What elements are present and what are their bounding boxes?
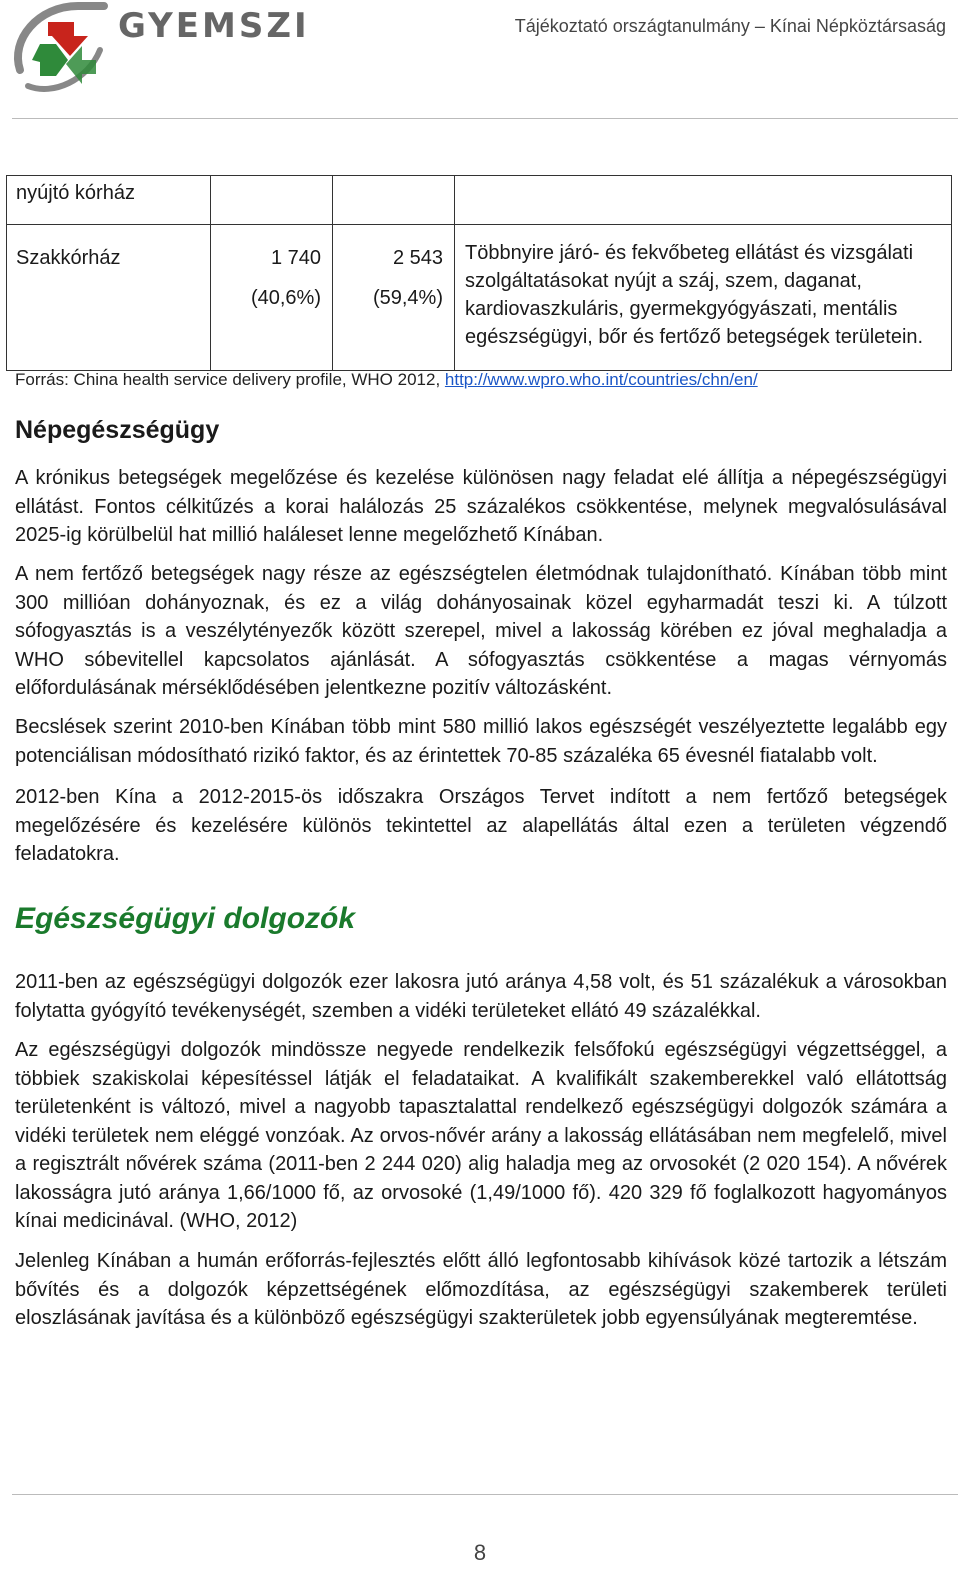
value-percent: (40,6%) bbox=[250, 287, 321, 309]
hospital-table bbox=[6, 175, 952, 371]
document-title: Tájékoztató országtanulmány – Kínai Népköztársaság bbox=[514, 16, 946, 36]
page-number: 8 bbox=[473, 1540, 487, 1565]
table-row bbox=[7, 176, 952, 225]
table-cell-name: Szakkórház bbox=[7, 225, 211, 371]
gyemszi-logo bbox=[8, 0, 308, 96]
value-percent: (59,4%) bbox=[372, 287, 443, 309]
source-text: Forrás: China health service delivery profile, WHO 2012, bbox=[15, 370, 445, 389]
paragraph: Jelenleg Kínában a humán erőforrás-fejlesztés előtt álló legfontosabb kihívások közé tartozik a létszám bővítés és a dolgozók képzettségének előmozdítása, az egészségügyi szakemberek területi eloszlásának javítása és a különböző egészségügyi szakterületek jobb egyensúlyának megteremtése. bbox=[15, 1250, 947, 1329]
value-count: 2 543 bbox=[392, 247, 443, 269]
paragraph: A krónikus betegségek megelőzése és kezelése különösen nagy feladat elé állítja a népegészségügyi ellátást. Fontos célkitűzés a korai halálozás 25 százalékos csökkentése, melynek megvalósulásával 2025-ig körülbelül hat millió haláleset lenne megelőzhető Kínában. bbox=[15, 467, 947, 546]
paragraph: 2011-ben az egészségügyi dolgozók ezer lakosra jutó aránya 4,58 volt, és 51 százalékuk a városokban folytatta gyógyító tevékenységét, szemben a vidéki területeket ellátó 49 százalékkal. bbox=[15, 971, 947, 1022]
section-heading-health-workers: Egészségügyi dolgozók bbox=[15, 902, 356, 935]
table-cell-description: Többnyire járó- és fekvőbeteg ellátást és vizsgálati szolgáltatásokat nyújt a száj, szem, daganat, kardiovaszkuláris, gyermekgyógyászati, mentális egészségügyi, bőr és fertőző betegségek területein. bbox=[455, 225, 952, 371]
header-divider bbox=[12, 118, 958, 119]
table-cell-value bbox=[211, 176, 333, 225]
footer-divider bbox=[12, 1494, 958, 1495]
table-cell-value bbox=[333, 225, 455, 371]
table-cell-description bbox=[455, 176, 952, 225]
paragraph: 2012-ben Kína a 2012-2015-ös időszakra Országos Tervet indított a nem fertőző betegségek megelőzésére és kezelésére különös tekintettel az alapellátás által ezen a területen végzendő feladatokra. bbox=[15, 786, 947, 865]
logo-emblem-icon bbox=[8, 0, 118, 96]
section-heading-public-health: Népegészségügy bbox=[15, 416, 220, 444]
table-cell-value bbox=[333, 176, 455, 225]
table-cell-name: nyújtó kórház bbox=[7, 176, 211, 225]
logo-wordmark: GYEMSZI bbox=[118, 6, 310, 46]
paragraph: Becslések szerint 2010-ben Kínában több mint 580 millió lakos egészségét veszélyeztette legalább egy potenciálisan módosítható rizikó faktor, és az érintettek 70-85 százaléka 65 évesnél fiatalabb volt. bbox=[15, 716, 947, 767]
page-header bbox=[0, 0, 960, 120]
paragraph: Az egészségügyi dolgozók mindössze negyede rendelkezik felsőfokú egészségügyi végzettséggel, a többiek szakiskolai képesítéssel látják el feladataikat. A kvalifikált szakemberekkel való ellátottság területenként is változó, mivel a nagyobb tapasztalattal rendelkező egészségügyi dolgozók számára a vidéki területek nem eléggé vonzóak. Az orvos-nővér arány a lakosság ellátásában nem megfelelő, mivel a regisztrált nővérek száma (2011-ben 2 244 020) alig haladja meg az orvosokét (2 020 154). A nővérek lakosságra jutó aránya 1,66/1000 fő, az orvosoké (1,49/1000 fő). 420 329 fő foglalkozott hagyományos kínai medicinával. (WHO, 2012) bbox=[15, 1039, 947, 1232]
table-row bbox=[7, 225, 952, 371]
paragraph: A nem fertőző betegségek nagy része az egészségtelen életmódnak tulajdonítható. Kínában több mint 300 millióan dohányoznak, és ez a világ dohányosainak közel egyharmadát teszi ki. A túlzott sófogyasztás is a veszélytényezők között szerepel, mivel a lakosság körében ez jóval meghaladja a WHO sóbevitellel kapcsolatos ajánlását. A sófogyasztás csökkentése a magas vérnyomás előfordulásának mérséklődésében jelentkezne pozitív változásként. bbox=[15, 563, 947, 699]
value-count: 1 740 bbox=[270, 247, 321, 269]
source-note bbox=[15, 370, 758, 390]
table-cell-value bbox=[211, 225, 333, 371]
source-link[interactable]: http://www.wpro.who.int/countries/chn/en/ bbox=[444, 370, 758, 389]
